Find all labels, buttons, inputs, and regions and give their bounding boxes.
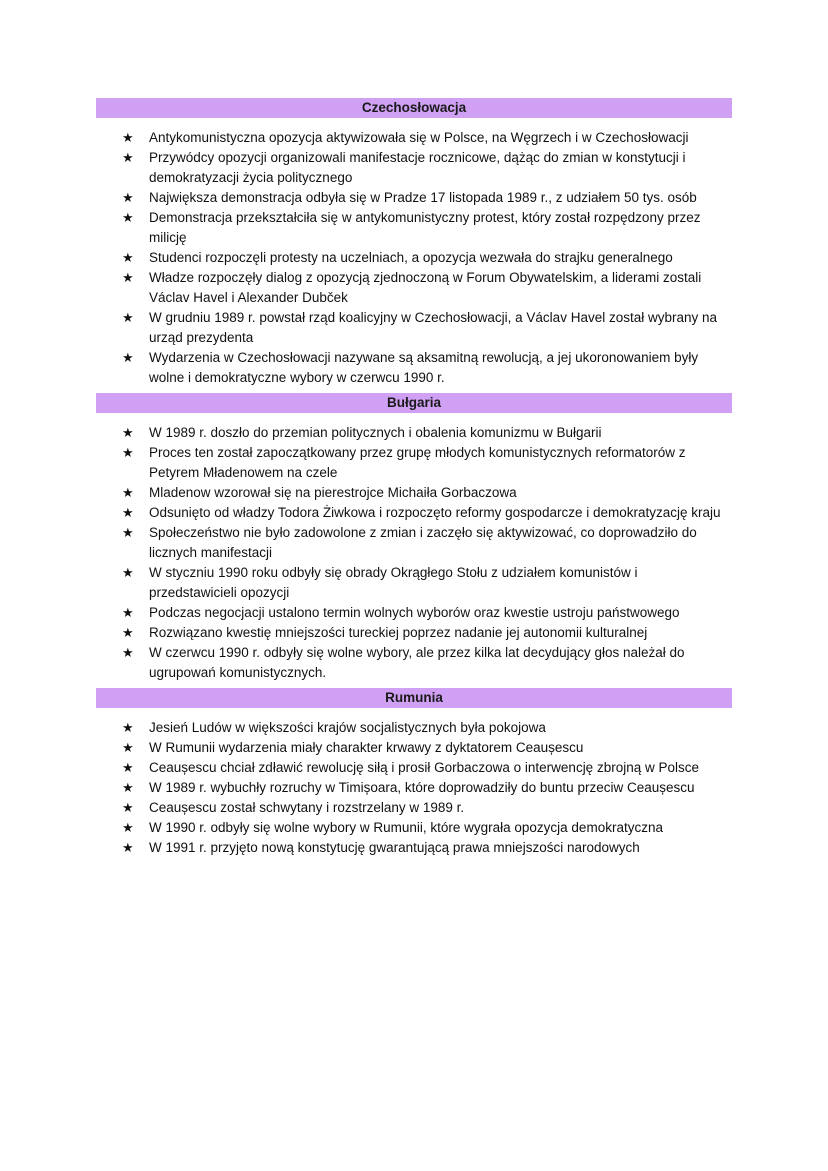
list-item bbox=[96, 643, 732, 683]
list-item bbox=[96, 188, 732, 208]
star-icon: ★ bbox=[122, 720, 134, 735]
star-icon: ★ bbox=[122, 190, 134, 205]
star-icon: ★ bbox=[122, 800, 134, 815]
star-icon: ★ bbox=[122, 350, 134, 365]
star-icon: ★ bbox=[122, 310, 134, 325]
section-czechoslovakia bbox=[96, 98, 732, 388]
bullet-list bbox=[96, 128, 732, 388]
document-page bbox=[96, 98, 732, 858]
list-item bbox=[96, 443, 732, 483]
star-icon: ★ bbox=[122, 150, 134, 165]
star-icon: ★ bbox=[122, 840, 134, 855]
list-item-text: Wydarzenia w Czechosłowacji nazywane są aksamitną rewolucją, a jej ukoronowaniem były wolne i demokratyczne wybory w czerwcu 1990 r. bbox=[149, 350, 699, 385]
star-icon: ★ bbox=[122, 445, 134, 460]
bullet-list bbox=[96, 718, 732, 858]
list-item bbox=[96, 308, 732, 348]
list-item-text: Przywódcy opozycji organizowali manifestacje rocznicowe, dążąc do zmian w konstytucji i demokratyzacji życia politycznego bbox=[149, 150, 686, 185]
section-header: Rumunia bbox=[96, 688, 732, 708]
list-item-text: W czerwcu 1990 r. odbyły się wolne wybory, ale przez kilka lat decydujący głos należał do ugrupowań komunistycznych. bbox=[149, 645, 685, 680]
list-item bbox=[96, 248, 732, 268]
list-item-text: Mladenow wzorował się na pierestrojce Michaiła Gorbaczowa bbox=[149, 485, 517, 500]
list-item-text: W grudniu 1989 r. powstał rząd koalicyjny w Czechosłowacji, a Václav Havel został wybrany na urząd prezydenta bbox=[149, 310, 718, 345]
list-item bbox=[96, 738, 732, 758]
star-icon: ★ bbox=[122, 505, 134, 520]
list-item bbox=[96, 483, 732, 503]
star-icon: ★ bbox=[122, 780, 134, 795]
list-item-text: W 1989 r. wybuchły rozruchy w Timișoara, które doprowadziły do buntu przeciw Ceaușescu bbox=[149, 780, 695, 795]
list-item-text: Największa demonstracja odbyła się w Pradze 17 listopada 1989 r., z udziałem 50 tys. osób bbox=[149, 190, 697, 205]
list-item-text: W styczniu 1990 roku odbyły się obrady Okrągłego Stołu z udziałem komunistów i przedstawicieli opozycji bbox=[149, 565, 638, 600]
list-item bbox=[96, 268, 732, 308]
list-item-text: W 1990 r. odbyły się wolne wybory w Rumunii, które wygrała opozycja demokratyczna bbox=[149, 820, 663, 835]
list-item-text: Antykomunistyczna opozycja aktywizowała się w Polsce, na Węgrzech i w Czechosłowacji bbox=[149, 130, 689, 145]
star-icon: ★ bbox=[122, 210, 134, 225]
list-item bbox=[96, 563, 732, 603]
list-item bbox=[96, 603, 732, 623]
list-item-text: Demonstracja przekształciła się w antykomunistyczny protest, który został rozpędzony przez milicję bbox=[149, 210, 701, 245]
star-icon: ★ bbox=[122, 270, 134, 285]
list-item bbox=[96, 838, 732, 858]
list-item bbox=[96, 798, 732, 818]
star-icon: ★ bbox=[122, 625, 134, 640]
list-item bbox=[96, 128, 732, 148]
section-header: Bułgaria bbox=[96, 393, 732, 413]
list-item bbox=[96, 718, 732, 738]
list-item bbox=[96, 818, 732, 838]
list-item-text: W 1991 r. przyjęto nową konstytucję gwarantującą prawa mniejszości narodowych bbox=[149, 840, 640, 855]
list-item bbox=[96, 423, 732, 443]
star-icon: ★ bbox=[122, 250, 134, 265]
star-icon: ★ bbox=[122, 740, 134, 755]
list-item bbox=[96, 623, 732, 643]
list-item-text: Studenci rozpoczęli protesty na uczelniach, a opozycja wezwała do strajku generalnego bbox=[149, 250, 673, 265]
list-item bbox=[96, 208, 732, 248]
list-item-text: W Rumunii wydarzenia miały charakter krwawy z dyktatorem Ceaușescu bbox=[149, 740, 584, 755]
star-icon: ★ bbox=[122, 820, 134, 835]
list-item bbox=[96, 523, 732, 563]
star-icon: ★ bbox=[122, 485, 134, 500]
section-romania bbox=[96, 688, 732, 858]
bullet-list bbox=[96, 423, 732, 683]
star-icon: ★ bbox=[122, 130, 134, 145]
section-header: Czechosłowacja bbox=[96, 98, 732, 118]
list-item-text: Ceaușescu chciał zdławić rewolucję siłą i prosił Gorbaczowa o interwencję zbrojną w Polsce bbox=[149, 760, 699, 775]
list-item-text: Ceaușescu został schwytany i rozstrzelany w 1989 r. bbox=[149, 800, 465, 815]
star-icon: ★ bbox=[122, 760, 134, 775]
section-bulgaria bbox=[96, 393, 732, 683]
list-item bbox=[96, 758, 732, 778]
star-icon: ★ bbox=[122, 605, 134, 620]
star-icon: ★ bbox=[122, 425, 134, 440]
list-item bbox=[96, 778, 732, 798]
star-icon: ★ bbox=[122, 525, 134, 540]
list-item-text: Jesień Ludów w większości krajów socjalistycznych była pokojowa bbox=[149, 720, 546, 735]
list-item bbox=[96, 148, 732, 188]
list-item-text: W 1989 r. doszło do przemian politycznych i obalenia komunizmu w Bułgarii bbox=[149, 425, 602, 440]
list-item bbox=[96, 503, 732, 523]
list-item-text: Proces ten został zapoczątkowany przez grupę młodych komunistycznych reformatorów z Petyrem Mładenowem na czele bbox=[149, 445, 686, 480]
star-icon: ★ bbox=[122, 645, 134, 660]
list-item-text: Władze rozpoczęły dialog z opozycją zjednoczoną w Forum Obywatelskim, a liderami zostali Václav Havel i Alexander Dubček bbox=[149, 270, 702, 305]
list-item-text: Podczas negocjacji ustalono termin wolnych wyborów oraz kwestie ustroju państwowego bbox=[149, 605, 680, 620]
list-item-text: Społeczeństwo nie było zadowolone z zmian i zaczęło się aktywizować, co doprowadziło do licznych manifestacji bbox=[149, 525, 697, 560]
star-icon: ★ bbox=[122, 565, 134, 580]
list-item-text: Odsunięto od władzy Todora Żiwkowa i rozpoczęto reformy gospodarcze i demokratyzację kraju bbox=[149, 505, 721, 520]
list-item-text: Rozwiązano kwestię mniejszości tureckiej poprzez nadanie jej autonomii kulturalnej bbox=[149, 625, 648, 640]
list-item bbox=[96, 348, 732, 388]
